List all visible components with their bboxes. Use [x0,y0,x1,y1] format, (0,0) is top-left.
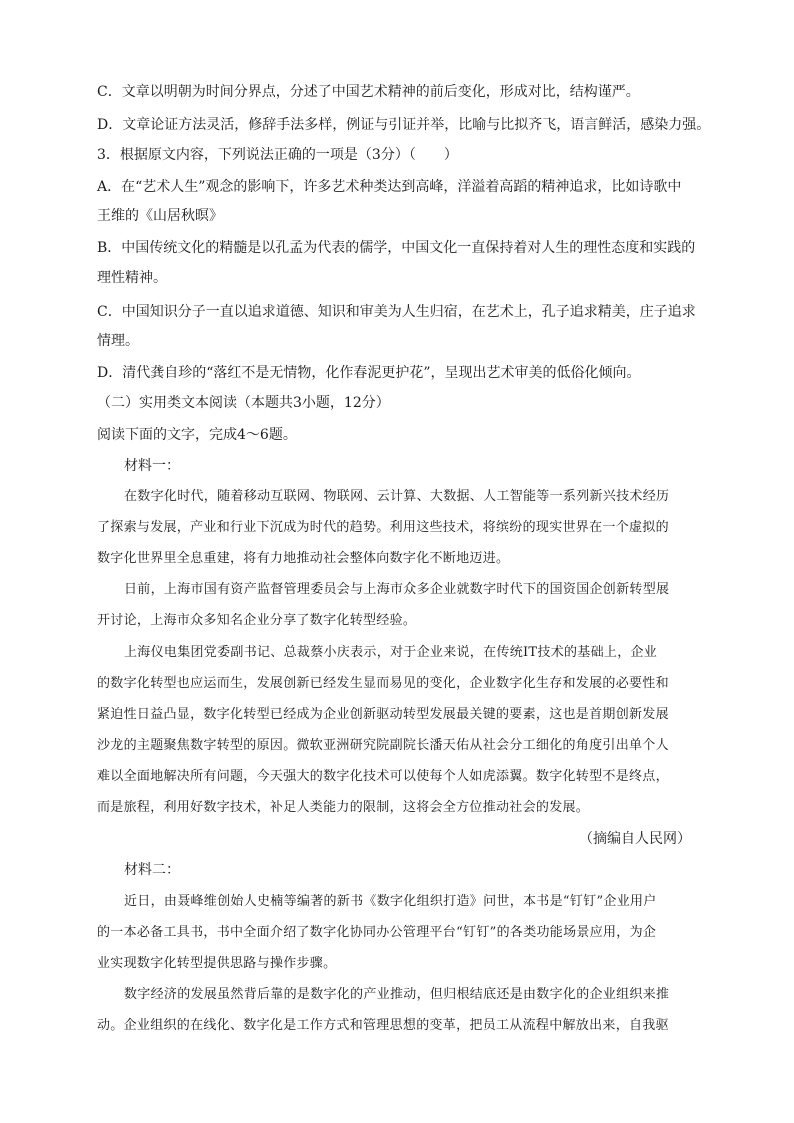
paragraph-line: 开讨论，上海市众多知名企业分享了数字化转型经验。 [97,613,417,628]
paragraph-line: 近日，由聂峰维创始人史楠等编著的新书《数字化组织打造》问世，本书是“钉钉”企业用户 [124,894,657,909]
paragraph-line: 数字经济的发展虽然背后靠的是数字化的产业推动，但归根结底还是由数字化的企业组织来推 [124,987,670,1002]
paragraph-line: 业实现数字化转型提供思路与操作步骤。 [97,956,337,971]
paragraph-line: 的数字化转型也应运而生，发展创新已经发生显而易见的变化，企业数字化生存和发展的必要性和 [97,676,669,691]
reading-instruction: 阅读下面的文字，完成4～6题。 [97,427,297,443]
paragraph-line: 动。企业组织的在线化、数字化是工作方式和管理思想的变革，把员工从流程中解放出来，自我驱 [97,1018,669,1033]
paragraph-line: 难以全面地解决所有问题，今天强大的数字化技术可以使每个人如虎添翼。数字化转型不是终点， [97,769,669,784]
q3-option-c-line2: 情理。 [97,333,139,349]
q3-option-b-line2: 理性精神。 [97,270,167,286]
question-3: 3．根据原文内容，下列说法正确的一项是（3分）（ ） [97,147,458,163]
paragraph-line: 紧迫性日益凸显，数字化转型已经成为企业创新驱动转型发展最关键的要素，这也是首期创新发展 [97,707,669,722]
paragraph-line: 数字化世界里全息重建，将有力地推动社会整体向数字化不断地迈进。 [97,551,510,566]
source-citation: （摘编自人民网） [579,831,691,847]
q3-option-d-line: D．清代龚自珍的“落红不是无情物，化作春泥更护花”，呈现出艺术审美的低俗化倾向。 [97,365,641,381]
q3-option-b-line1: B．中国传统文化的精髓是以孔孟为代表的儒学，中国文化一直保持着对人生的理性态度和实践的 [97,240,696,256]
paragraph-line: 日前，上海市国有资产监督管理委员会与上海市众多企业就数字时代下的国资国企创新转型展 [124,582,670,597]
paragraph-line: 而是旅程，利用好数字技术，补足人类能力的限制，这将会全方位推动社会的发展。 [97,800,590,815]
paragraph-line: 在数字化时代，随着移动互联网、物联网、云计算、大数据、人工智能等一系列新兴技术经历 [124,489,670,504]
option-c-line: C．文章以明朝为时间分界点，分述了中国艺术精神的前后变化，形成对比，结构谨严。 [97,84,640,100]
paragraph-line: 了探索与发展，产业和行业下沉成为时代的趋势。利用这些技术，将缤纷的现实世界在一个虚拟的 [97,520,669,535]
q3-option-c-line1: C．中国知识分子一直以追求道德、知识和审美为人生归宿，在艺术上，孔子追求精美，庄子追求 [97,304,696,320]
paragraph-line: 的一本必备工具书，书中全面介绍了数字化协同办公管理平台“钉钉”的各类功能场景应用，为企 [97,925,657,940]
material-2-label: 材料二： [124,862,180,878]
q3-option-a-line2: 王维的《山居秋暝》 [97,208,223,224]
material-1-label: 材料一： [124,458,180,474]
option-d-line: D．文章论证方法灵活，修辞手法多样，例证与引证并举，比喻与比拟齐飞，语言鲜活，感染力强。 [97,117,711,133]
q3-option-a-line1: A．在“艺术人生”观念的影响下，许多艺术种类达到高峰，洋溢着高蹈的精神追求，比如诗歌中 [97,179,682,195]
section-heading: （二）实用类文本阅读（本题共3小题，12分） [97,395,390,411]
paragraph-line: 沙龙的主题聚焦数字转型的原因。微软亚洲研究院副院长潘天佑从社会分工细化的角度引出单个人 [97,738,669,753]
paragraph-line: 上海仪电集团党委副书记、总裁蔡小庆表示，对于企业来说，在传统IT技术的基础上，企业 [124,645,658,660]
